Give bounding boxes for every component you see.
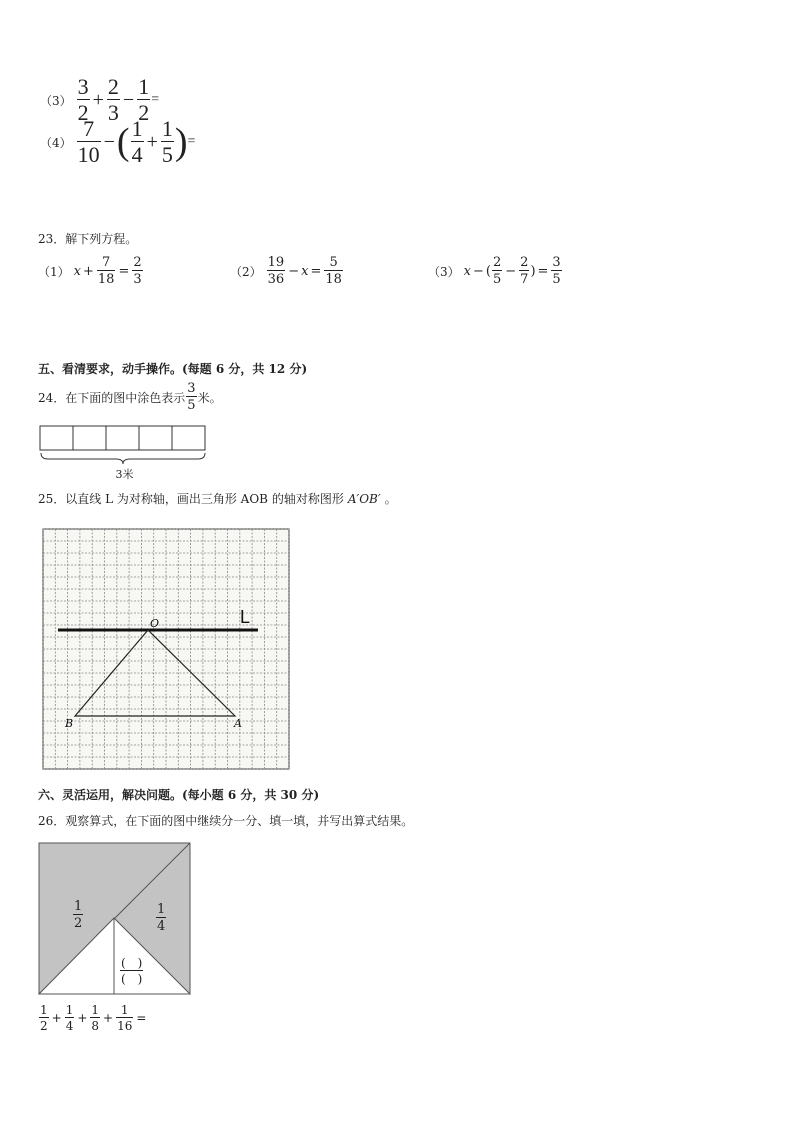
fraction: $\frac{3}{5}$ <box>552 255 561 287</box>
fraction: $\frac{1}{8}$ <box>91 1003 100 1033</box>
fig-quarter-label: $\frac{1}{4}$ <box>157 902 166 934</box>
bar-cell <box>106 426 139 450</box>
fraction: $\frac{3}{5}$ <box>187 381 196 413</box>
label-B: B <box>65 717 74 730</box>
bar-cell <box>139 426 172 450</box>
fig-half-label: $\frac{1}{2}$ <box>74 899 83 931</box>
brace <box>41 453 205 464</box>
fraction: $\frac{1}{5}$ <box>161 116 173 167</box>
fraction: $\frac{19}{36}$ <box>267 255 285 287</box>
q25-text: 25．以直线 L 为对称轴，画出三角形 AOB 的轴对称图形 A′OB′ 。 <box>38 491 397 506</box>
equation-2: （2） $\frac{19}{36}$ − x = $\frac{5}{18}$ <box>230 255 342 287</box>
bar-cell <box>40 426 73 450</box>
fraction: $\frac{5}{18}$ <box>325 255 342 287</box>
section-6-heading: 六、灵活运用，解决问题。(每小题 6 分，共 30 分) <box>38 788 320 802</box>
section-5-heading: 五、看清要求，动手操作。(每题 6 分，共 12 分) <box>38 362 308 376</box>
q25-grid-figure[interactable] <box>40 526 292 772</box>
label-O: O <box>150 617 160 630</box>
q26-text: 26．观察算式，在下面的图中继续分一分、填一填，并写出算式结果。 <box>38 814 414 828</box>
fraction: $\frac{2}{7}$ <box>520 255 529 287</box>
item-label: （3） <box>40 93 72 108</box>
fig-blank-label[interactable]: ( ) ( ) <box>121 956 143 986</box>
fraction: $\frac{1}{2}$ <box>138 74 150 125</box>
fraction: $\frac{7}{18}$ <box>97 255 115 287</box>
bar-length-label: 3米 <box>115 468 134 481</box>
q24-text: 24．在下面的图中涂色表示 $\frac{3}{5}$ 米。 <box>38 381 222 413</box>
fraction: $\frac{1}{4}$ <box>131 116 143 167</box>
fraction: $\frac{1}{4}$ <box>65 1003 74 1033</box>
item-label: （4） <box>40 135 72 150</box>
label-A: A <box>234 717 242 730</box>
q26-sum-expression: $\frac{1}{2}$ + $\frac{1}{4}$ + $\frac{1}{8}$ + $\frac{1}{16}$ = <box>40 1003 147 1033</box>
equation-3: （3） x − ( $\frac{2}{5}$ − $\frac{2}{7}$ ) = $\frac{3}{5}$ <box>428 255 561 287</box>
fraction: $\frac{1}{16}$ <box>117 1003 133 1033</box>
bar-cell <box>73 426 106 450</box>
label-L: L <box>240 607 251 627</box>
fraction: $\frac{3}{2}$ <box>77 74 89 125</box>
q26-square-figure[interactable] <box>38 842 192 996</box>
fraction: $\frac{7}{10}$ <box>77 116 100 167</box>
fraction: $\frac{2}{5}$ <box>492 255 502 287</box>
bar-cells[interactable] <box>40 426 205 450</box>
equation-1: （1） x + $\frac{7}{18}$ = $\frac{2}{3}$ <box>38 255 142 287</box>
fraction: $\frac{1}{2}$ <box>40 1003 48 1033</box>
q23-title: 23．解下列方程。 <box>38 232 138 246</box>
fraction: $\frac{2}{3}$ <box>107 74 119 125</box>
calc-item-4: （4） $\frac{7}{10}$ − ( $\frac{1}{4}$ + $\frac{1}{5}$ ) = <box>40 116 196 167</box>
bar-cell <box>172 426 205 450</box>
calc-item-3: （3） $\frac{3}{2}$ + $\frac{2}{3}$ − $\frac{1}{2}$ = <box>40 74 160 125</box>
fraction: $\frac{2}{3}$ <box>133 255 142 287</box>
